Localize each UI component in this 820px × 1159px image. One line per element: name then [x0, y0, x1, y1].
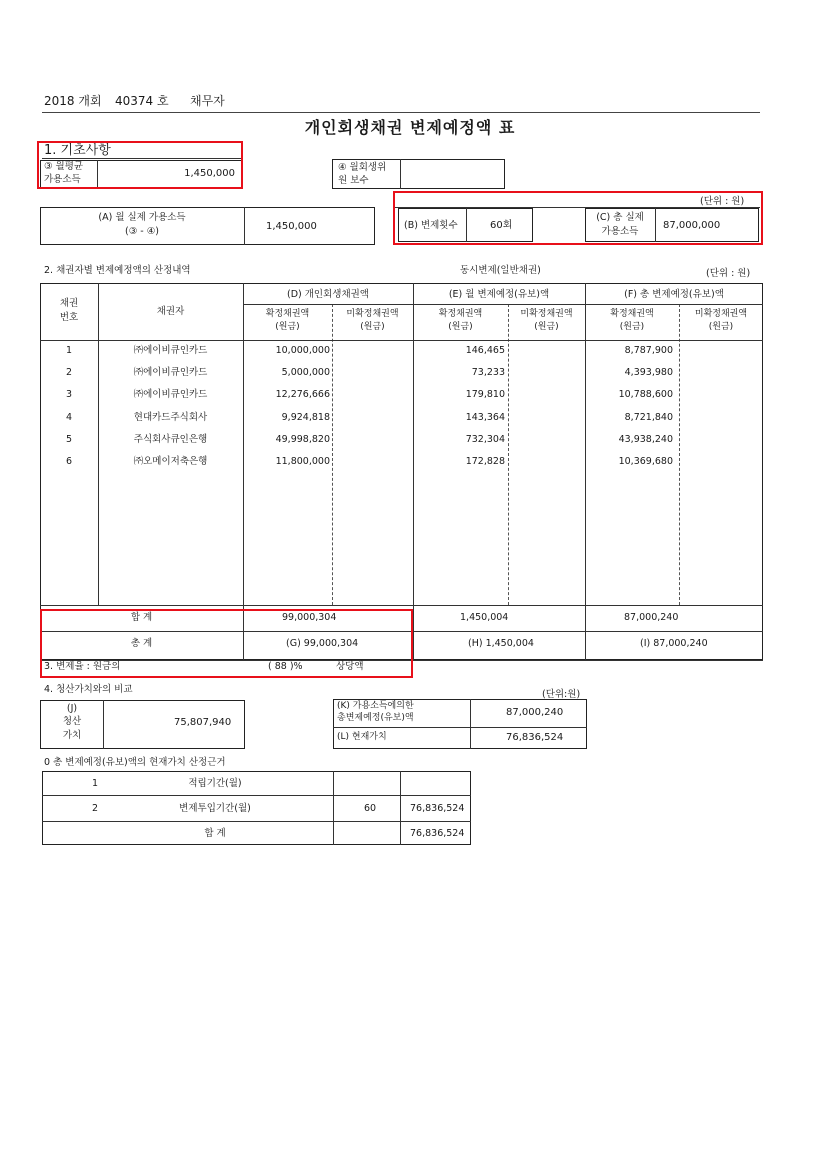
e-unconfirmed-label-2: (원금): [534, 322, 559, 332]
total-income-value: 87,000,000: [663, 220, 721, 231]
pv-row-2-no: 2: [92, 803, 99, 814]
sum-d: 99,000,304: [282, 612, 337, 623]
section2-unit: (단위 : 원): [706, 268, 751, 279]
col-e-label: (E) 월 변제예정(유보)액: [448, 289, 550, 300]
e-confirmed-label-1: 확정채권액: [438, 309, 483, 319]
row-no: 1: [65, 345, 73, 356]
e-unconfirmed-label-1: 미확정채권액: [520, 309, 573, 319]
j-label-1: (J): [66, 703, 78, 714]
d-unconfirmed-label-1: 미확정채권액: [346, 309, 399, 319]
repayment-count-value: 60회: [490, 220, 513, 231]
row-f-confirmed: 43,938,240: [618, 433, 673, 445]
f-confirmed-label-2: (원금): [619, 322, 645, 332]
living-cost-label-2: 원 보수: [338, 175, 369, 186]
row-f-confirmed: 10,369,680: [618, 456, 673, 467]
repayment-rate-suffix: 상당액: [336, 661, 364, 672]
pv-row-2-months: 60: [364, 803, 377, 814]
f-unconfirmed-label-1: 미확정채권액: [694, 309, 748, 319]
d-unconfirmed-label-2: (원금): [360, 322, 385, 332]
row-e-confirmed: 143,364: [465, 411, 505, 423]
row-no: 5: [65, 433, 73, 445]
section4-title: 4. 청산가치와의 비교: [44, 684, 133, 695]
row-no: 4: [65, 411, 73, 423]
row-no: 3: [65, 389, 73, 401]
role-label: 채무자: [190, 94, 225, 108]
pv-row-1-no: 1: [92, 778, 99, 789]
row-d-confirmed: 49,998,820: [275, 433, 330, 445]
row-d-confirmed: 9,924,818: [281, 411, 330, 423]
sum-label: 합 계: [130, 612, 153, 623]
row-creditor: ㈜오메이저축은행: [133, 456, 208, 467]
row-e-confirmed: 146,465: [465, 345, 505, 356]
row-f-confirmed: 4,393,980: [624, 367, 673, 379]
k-label-1: (K) 가용소득에의한: [337, 701, 414, 711]
page-title: 개인회생채권 변제예정액 표: [304, 118, 516, 137]
section2-title: 2. 채권자별 변제예정액의 산정내역: [44, 265, 191, 276]
row-creditor: 현대카드주식회사: [133, 411, 208, 423]
section2-subtitle: 동시변제(일반채권): [460, 265, 541, 276]
d-confirmed-label-1: 확정채권액: [265, 309, 310, 319]
f-confirmed-label-1: 확정채권액: [610, 309, 654, 319]
col-creditor-label: 채권자: [156, 306, 185, 317]
e-confirmed-label-2: (원금): [448, 322, 473, 332]
total-e: (H) 1,450,004: [468, 638, 534, 649]
row-no: 2: [65, 367, 73, 379]
pv-sum-value: 76,836,524: [410, 828, 465, 839]
repayment-rate-value: ( 88 )%: [268, 661, 303, 672]
row-creditor: 주식회사큐인은행: [133, 433, 208, 445]
total-d: (G) 99,000,304: [286, 638, 359, 649]
repayment-count-label: (B) 변제횟수: [404, 220, 458, 231]
k-label-2: 총변제예정(유보)액: [337, 713, 414, 723]
total-income-label-1: (C) 총 실제: [596, 212, 644, 223]
row-d-confirmed: 12,276,666: [275, 389, 330, 401]
available-income-label-1: (A) 월 실제 가용소득: [98, 212, 186, 223]
section3-label: 3. 변제율 : 원금의: [44, 661, 121, 672]
row-d-confirmed: 5,000,000: [281, 367, 330, 379]
monthly-income-label-1: ③ 월평균: [44, 161, 84, 172]
pv-sum-label: 합 계: [204, 828, 226, 839]
section5-title: 0 총 변제예정(유보)액의 현재가치 산정근거: [44, 757, 226, 768]
total-label: 총 계: [130, 638, 153, 649]
j-label-2: 청산: [62, 716, 82, 727]
row-creditor: ㈜에이비큐인카드: [133, 367, 208, 379]
col-no-label-2: 번호: [59, 312, 79, 323]
total-f: (I) 87,000,240: [640, 638, 708, 649]
d-confirmed-label-2: (원금): [275, 322, 300, 332]
col-no-label-1: 채권: [59, 298, 79, 309]
col-f-label: (F) 총 변제예정(유보)액: [624, 289, 724, 300]
row-e-confirmed: 732,304: [465, 433, 505, 445]
available-income-label-2: (③ - ④): [125, 226, 159, 237]
sum-e: 1,450,004: [460, 612, 509, 623]
l-label: (L) 현재가치: [337, 732, 387, 742]
pv-row-1-label: 적립기간(월): [188, 778, 242, 789]
row-d-confirmed: 10,000,000: [275, 345, 330, 356]
row-creditor: ㈜에이비큐인카드: [133, 345, 208, 356]
monthly-income-value: 1,450,000: [184, 168, 235, 179]
monthly-income-label-2: 가용소득: [44, 174, 81, 185]
section1-unit: (단위 : 원): [700, 196, 745, 207]
l-value: 76,836,524: [506, 732, 564, 743]
pv-row-2-label: 변제투입기간(월): [179, 803, 251, 814]
row-e-confirmed: 172,828: [465, 456, 505, 467]
col-d-label: (D) 개인회생채권액: [287, 289, 369, 300]
available-income-value: 1,450,000: [266, 221, 317, 232]
row-f-confirmed: 8,721,840: [624, 411, 673, 423]
row-d-confirmed: 11,800,000: [275, 456, 330, 467]
row-e-confirmed: 73,233: [471, 367, 505, 379]
f-unconfirmed-label-2: (원금): [708, 322, 734, 332]
year-label: 2018 개회: [44, 94, 102, 108]
section1-title: 1. 기초사항: [44, 143, 111, 158]
j-label-3: 가치: [62, 730, 82, 741]
case-number: 40374 호: [115, 94, 169, 108]
pv-row-2-value: 76,836,524: [410, 803, 465, 814]
section4-unit: (단위:원): [542, 689, 581, 700]
living-cost-label-1: ④ 월회생위: [338, 162, 387, 173]
k-value: 87,000,240: [506, 707, 564, 718]
liquidation-value: 75,807,940: [174, 717, 232, 728]
row-no: 6: [65, 456, 73, 467]
row-creditor: ㈜에이비큐인카드: [133, 389, 208, 401]
total-income-label-2: 가용소득: [601, 226, 639, 237]
row-f-confirmed: 10,788,600: [618, 389, 673, 401]
row-f-confirmed: 8,787,900: [624, 345, 673, 356]
row-e-confirmed: 179,810: [465, 389, 505, 401]
sum-f: 87,000,240: [624, 612, 679, 623]
